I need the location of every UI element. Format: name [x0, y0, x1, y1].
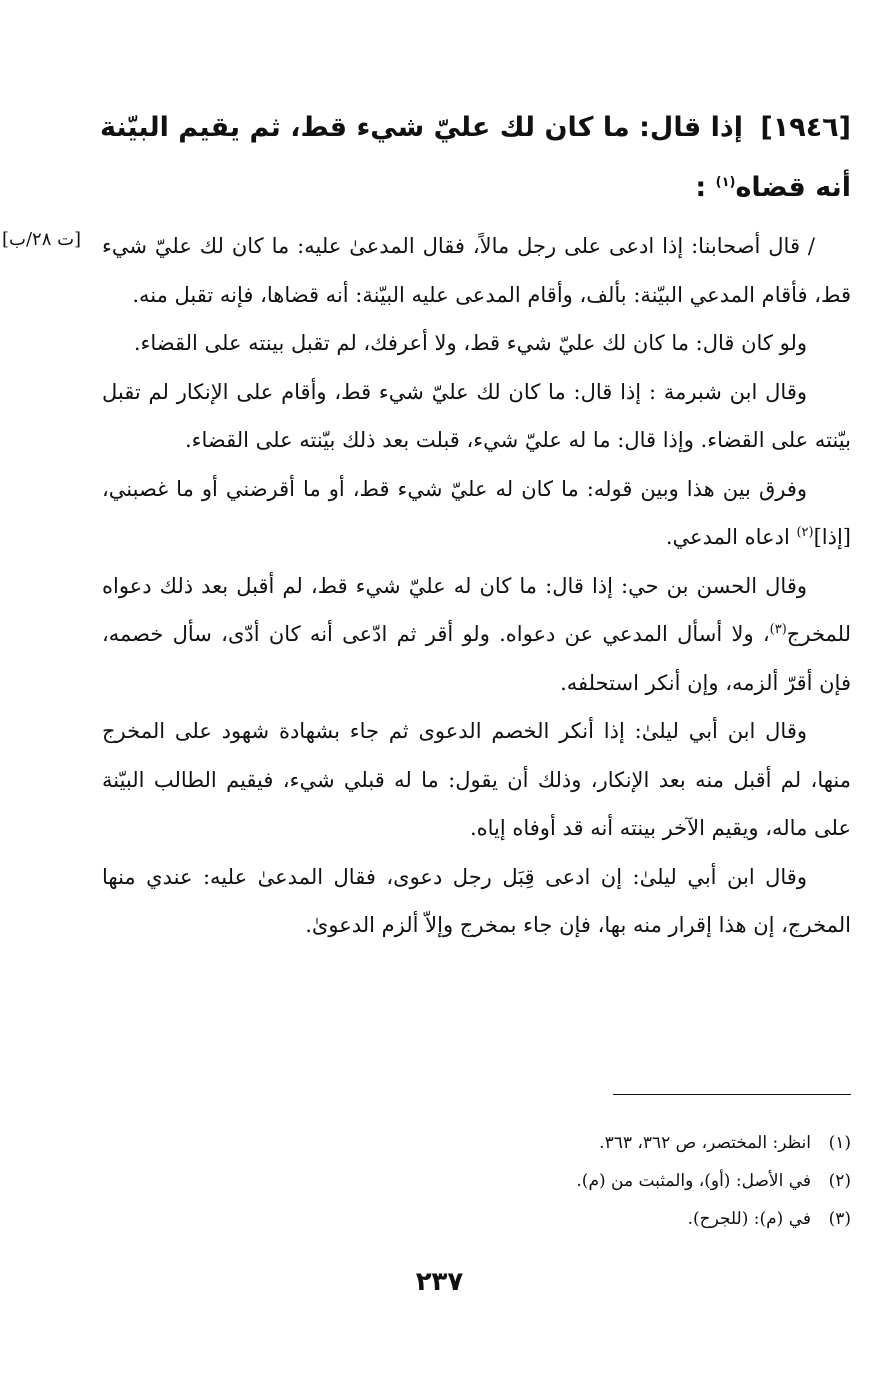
footnote-ref-3: (٣) — [769, 622, 787, 637]
section-heading — [100, 98, 851, 218]
footnote-2 — [102, 1162, 851, 1200]
paragraph-5 — [102, 562, 851, 708]
paragraph-4-text-a: وفرق بين هذا وبين قوله: ما كان له عليّ شيء قط، أو ما أقرضني أو ما غصبني، [إذا] — [102, 476, 851, 549]
paragraph-3: وقال ابن شبرمة : إذا قال: ما كان لك عليّ شيء قط، وأقام على الإنكار لم تقبل بيّنته على القضاء. وإذا قال: ما له عليّ شيء، قبلت بعد ذلك بيّنته على القضاء. — [102, 379, 851, 452]
manuscript-margin-reference: [ت ٢٨/ب] — [2, 229, 82, 250]
paragraph-4-text-b: ادعاه المدعي. — [665, 525, 797, 549]
footnotes — [102, 1124, 851, 1238]
section-number: [١٩٤٦] — [760, 112, 851, 143]
paragraph-5-text-a: وقال الحسن بن حي: إذا قال: ما كان له عليّ شيء قط، لم أقبل بعد ذلك دعواه للمخرج — [102, 573, 851, 646]
footnote-text: في (م): (للجرح). — [687, 1209, 811, 1229]
footnote-number: (١) — [828, 1133, 851, 1153]
paragraph-2: ولو كان قال: ما كان لك عليّ شيء قط، ولا أعرفك، لم تقبل بينته على القضاء. — [133, 331, 807, 355]
footnote-3 — [102, 1200, 851, 1238]
paragraph-6: وقال ابن أبي ليلىٰ: إذا أنكر الخصم الدعوى ثم جاء بشهادة شهود على المخرج منها، لم أقبل منه بعد الإنكار، وذلك أن يقول: ما له قبلي شيء، فيقيم الطالب البيّنة على ماله، ويقيم الآخر بينته أنه قد أوفاه إياه. — [102, 719, 851, 840]
page-number: ٢٣٧ — [415, 1267, 464, 1297]
footnote-ref-1: (١) — [715, 175, 736, 190]
heading-colon: : — [695, 172, 707, 203]
footnote-number: (٢) — [828, 1171, 851, 1191]
footnote-divider — [613, 1094, 851, 1095]
main-text — [102, 222, 851, 950]
footnote-number: (٣) — [828, 1209, 851, 1229]
footnote-text: انظر: المختصر، ص ٣٦٢، ٣٦٣. — [599, 1133, 811, 1153]
section-title: إذا قال: ما كان لك عليّ شيء قط، ثم يقيم البيّنة أنه قضاه — [100, 112, 851, 203]
footnote-text: في الأصل: (أو)، والمثبت من (م). — [576, 1171, 811, 1191]
paragraph-5-text-b: ، ولا أسأل المدعي عن دعواه. ولو أقر ثم ادّعى أنه كان أدّى، سأل خصمه، فإن أقرّ ألزمه، وإن أنكر استحلفه. — [102, 622, 851, 695]
paragraph-7: وقال ابن أبي ليلىٰ: إن ادعى قِبَل رجل دعوى، فقال المدعىٰ عليه: عندي منها المخرج، إن هذا إقرار منه بها، فإن جاء بمخرج وإلاّ ألزم الدعوىٰ. — [102, 864, 851, 937]
paragraph-4 — [102, 465, 851, 562]
paragraph-1: / قال أصحابنا: إذا ادعى على رجل مالاً، فقال المدعىٰ عليه: ما كان لك عليّ شيء قط، فأقام المدعي البيّنة: بألف، وأقام المدعى عليه البيّنة: أنه قضاها، فإنه تقبل منه. — [102, 234, 851, 307]
footnote-ref-2: (٢) — [796, 525, 814, 540]
footnote-1 — [102, 1124, 851, 1162]
